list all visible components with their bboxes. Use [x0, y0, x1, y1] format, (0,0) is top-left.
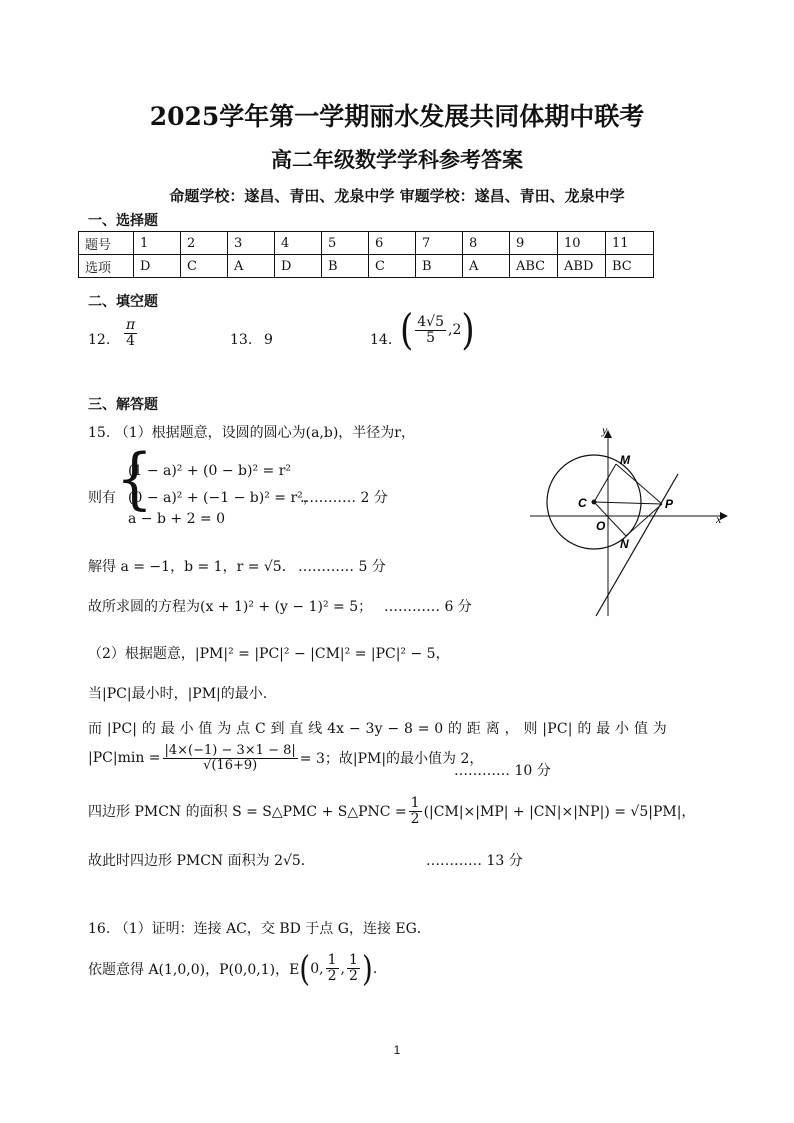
q15-score-2: ………… 2 分	[300, 490, 388, 506]
q15-system-prefix: 则有	[88, 490, 116, 506]
q12-numerator: π	[126, 317, 136, 333]
table-cell: ABD	[558, 255, 606, 278]
table-cell: 6	[369, 232, 416, 255]
table-cell: 3	[228, 232, 275, 255]
q15-eq2: (0 − a)² + (−1 − b)² = r²，	[128, 490, 317, 506]
table-cell-label: 选项	[79, 255, 134, 278]
q16-line2: 依题意得 A(1,0,0)，P(0,0,1)，E ( 0, $\frac{1}{2}$ , $\frac{1}{2}$ ) .	[88, 947, 378, 990]
q15-circle-equation: 故所求圆的方程为(x + 1)² + (y − 1)² = 5；	[88, 599, 373, 615]
section-multiple-choice: 一、选择题	[88, 213, 158, 229]
q15-part2-line6: 故此时四边形 PMCN 面积为 2√5．	[88, 853, 315, 869]
label-y: y	[602, 423, 608, 437]
area-prefix: 四边形 PMCN 的面积 S = S△PMC + S△PNC =	[88, 804, 407, 821]
table-row-numbers	[79, 232, 654, 255]
page-number: 1	[393, 1043, 401, 1057]
table-cell: B	[416, 255, 463, 278]
table-cell: C	[181, 255, 228, 278]
table-cell: 11	[606, 232, 654, 255]
q16-points: 依题意得 A(1,0,0)，P(0,0,1)，E	[88, 961, 300, 978]
q15-score-6: ………… 6 分	[384, 599, 472, 615]
table-cell: D	[134, 255, 181, 278]
q15-part2-line4	[88, 744, 483, 772]
page-title: 2025学年第一学期丽水发展共同体期中联考	[149, 102, 645, 131]
section-solutions: 三、解答题	[88, 397, 158, 413]
school-info: 命题学校：遂昌、青田、龙泉中学 审题学校：遂昌、青田、龙泉中学	[169, 187, 625, 205]
half-numerator: 1	[410, 795, 420, 811]
label-n: N	[620, 537, 629, 551]
q14-tail: ,2	[448, 322, 462, 338]
e-coord-y-num: 1	[327, 952, 337, 969]
table-cell: 8	[463, 232, 510, 255]
table-cell-label: 题号	[79, 232, 134, 255]
table-cell: D	[275, 255, 322, 278]
q15-part2-line3: 而 |PC| 的 最 小 值 为 点 C 到 直 线 4x − 3y − 8 = 0 的 距 离 ， 则 |PC| 的 最 小 值 为	[88, 721, 667, 737]
table-cell: A	[463, 255, 510, 278]
q14-denominator: 5	[426, 329, 436, 346]
q16-line1: 16. （1）证明：连接 AC，交 BD 于点 G，连接 EG．	[88, 921, 431, 937]
table-cell: 7	[416, 232, 463, 255]
q14-numerator: 4√5	[417, 313, 445, 330]
label-x: x	[716, 512, 722, 526]
e-coord-z-den: 2	[348, 968, 358, 984]
q15-score-5: ………… 5 分	[298, 559, 386, 575]
circle-figure	[520, 420, 730, 620]
table-cell: 4	[275, 232, 322, 255]
segment-np	[626, 504, 662, 536]
q15-part2-line2: 当|PC|最小时，|PM|的最小.	[88, 686, 268, 702]
q15-score-13: ………… 13 分	[426, 853, 523, 869]
q15-solution: 解得 a = −1，b = 1，r = √5．	[88, 559, 296, 575]
q15-score-10: ………… 10 分	[454, 763, 551, 779]
q13-number: 13.	[230, 332, 253, 348]
table-cell: 10	[558, 232, 606, 255]
q15-part2-line5	[88, 796, 695, 826]
table-cell: 1	[134, 232, 181, 255]
q13-answer: 9	[264, 332, 273, 348]
center-point	[592, 500, 597, 505]
table-cell: B	[322, 255, 369, 278]
q15-brace: {	[116, 438, 153, 518]
q16-period: .	[372, 960, 378, 977]
segment-cp	[594, 502, 662, 504]
distance-numerator: |4×(−1) − 3×1 − 8|	[164, 743, 296, 758]
e-coord-x: 0,	[310, 960, 324, 977]
table-cell: ABC	[510, 255, 558, 278]
label-p: P	[665, 497, 674, 511]
q15-intro: 15. （1）根据题意，设圆的圆心为(a,b)，半径为r，	[88, 425, 415, 441]
q12-denominator: 4	[126, 332, 136, 349]
q14-answer: ( $\frac{4√5}{5}$ ,2)	[400, 305, 475, 355]
e-coord-y-den: 2	[327, 968, 337, 984]
table-cell: 9	[510, 232, 558, 255]
table-cell: 2	[181, 232, 228, 255]
q14-number: 14.	[370, 332, 393, 348]
section-fill-in: 二、填空题	[88, 294, 158, 310]
label-o: O	[596, 519, 606, 533]
table-cell: C	[369, 255, 416, 278]
e-coord-z-num: 1	[348, 952, 358, 969]
table-row-answers	[79, 255, 654, 278]
table-cell: A	[228, 255, 275, 278]
distance-result: = 3；故|PM|的最小值为 2，	[299, 751, 484, 768]
q12-answer	[122, 318, 139, 348]
label-c: C	[578, 496, 587, 510]
label-m: M	[620, 453, 630, 467]
q15-eq1: (1 − a)² + (0 − b)² = r²	[128, 463, 292, 479]
segment-mp	[616, 464, 662, 504]
distance-label: |PC|min =	[88, 750, 161, 767]
answer-table	[78, 231, 654, 278]
half-denominator: 2	[410, 810, 420, 827]
segment-cm	[594, 464, 616, 502]
area-suffix: (|CM|×|MP| + |CN|×|NP|) = √5|PM|，	[423, 804, 696, 821]
table-cell: BC	[606, 255, 654, 278]
q15-eq3: a − b + 2 = 0	[128, 511, 226, 527]
q15-part2-line1: （2）根据题意，|PM|² = |PC|² − |CM|² = |PC|² − 5，	[88, 646, 450, 662]
distance-denominator: √(16+9)	[203, 757, 258, 773]
table-cell: 5	[322, 232, 369, 255]
page-subtitle: 高二年级数学学科参考答案	[271, 147, 523, 172]
q12-number: 12.	[88, 332, 111, 348]
